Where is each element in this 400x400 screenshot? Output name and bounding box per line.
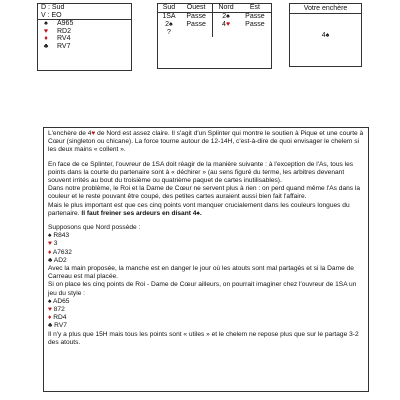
suit-icon: ♣ (43, 42, 49, 50)
suit-icon: ♥ (43, 27, 49, 35)
hand-line (48, 306, 364, 314)
bidding-cell: 4♥ (222, 21, 231, 28)
hand-cards: 3 (53, 240, 58, 248)
suit-cards: RV4 (57, 35, 71, 42)
suit-icon: ♠ (44, 20, 48, 27)
bidding-header: Ouest (180, 4, 213, 13)
answer-title: Votre enchère (290, 4, 361, 14)
dealer-label: D : Sud (41, 4, 65, 11)
bidding-row (158, 13, 271, 22)
suit-icon: ♦ (48, 248, 53, 256)
bidding-cell (213, 29, 239, 37)
suit-cards: RD2 (57, 27, 72, 35)
hand-cards: AD2 (53, 256, 67, 264)
suit-icon: ♦ (48, 314, 54, 322)
answer-box (289, 3, 362, 67)
suit-icon: ♥ (48, 240, 54, 248)
bidding-cell: Passe (180, 21, 213, 29)
hand-line (48, 249, 364, 257)
hand-cards: 872 (53, 306, 65, 314)
answer-bid: 4♠ (321, 32, 330, 39)
commentary-p2: En face de ce Splinter, l'ouvreur de 1SA doit réagir de la manière suivante : à l'exception de l'As, tous les points dans la courte du partenaire sont à « déchirer » (au sens figuré du terme, les arbitres devenant souvent irrités au bout du troisième ou quatrième paquet de cartes inutilisables). (48, 160, 354, 185)
bidding-cell: ? (166, 29, 171, 36)
hand-line (48, 322, 364, 330)
bidding-cell: Passe (245, 21, 265, 28)
suit-icon: ♣ (48, 256, 54, 264)
suit-icon: ♠ (48, 232, 54, 240)
bidding-header: Sud (158, 4, 180, 13)
suit-row (38, 35, 131, 43)
commentary-p6: Avec la main proposée, la manche est en danger le jour où les atouts sont mal partagés et si la Dame de Carreau est mal placée. (48, 265, 354, 281)
hand-cards: RD4 (53, 314, 67, 322)
north-hand (48, 232, 364, 265)
hand-line (48, 257, 364, 265)
suit-cards: RV7 (57, 42, 71, 50)
commentary-p5: Supposons que Nord possède : (48, 224, 141, 232)
suit-row (38, 20, 131, 28)
bidding-cell: Passe (180, 13, 213, 22)
commentary-p1: L'enchère de 4♥ de Nord est assez claire. Il s'agit d'un Splinter qui montre le soutien à Pique et une courte à Cœur (singleton ou chicane). La force tourne autour de 12-14H, c'est-à-dire de quoi envisager le chelem si les deux mains « collent ». (48, 130, 364, 154)
hand-diagram (37, 3, 132, 71)
hand-line (48, 298, 364, 306)
bidding-row (158, 29, 271, 37)
suit-icon: ♥ (48, 306, 54, 314)
bidding-header: Nord (213, 4, 239, 13)
bidding-cell: Passe (245, 13, 265, 20)
hand-cards: R843 (53, 232, 70, 240)
hand-line (48, 232, 364, 240)
hand-cards: RV7 (54, 322, 67, 330)
bidding-cell: 2♠ (222, 13, 230, 20)
suit-icon: ♠ (48, 297, 53, 305)
suit-cards: A965 (57, 20, 74, 27)
suit-icon: ♦ (44, 35, 48, 42)
vulnerability-label: V : EO (38, 12, 131, 21)
bidding-cell (180, 29, 213, 37)
hand-cards: AD65 (52, 297, 70, 305)
bidding-cell (239, 29, 271, 37)
commentary-p7: Si on place les cinq points de Roi - Dame de Cœur ailleurs, on pourrait imaginer chez l'ouvreur de 1SA un jeu du style : (48, 281, 357, 297)
bidding-row (158, 21, 271, 29)
commentary-p4: Mais le plus important est que ces cinq points vont manquer crucialement dans les couleurs longues du partenaire. Il faut freiner ses ardeurs en disant 4♠. (48, 201, 350, 217)
bidding-cell: 2♠ (165, 21, 173, 28)
suit-icon: ♣ (48, 322, 55, 330)
bidding-table (157, 3, 272, 69)
hand-line (48, 314, 364, 322)
commentary-p3: Dans notre problème, le Roi et la Dame de Cœur ne servent plus à rien : on perd quand même l'As dans la couleur et le reste pouvant être coupé, des petites cartes auraient aussi bien fait l'affaire. (48, 185, 361, 201)
bidding-header: Est (239, 4, 271, 13)
bidding-cell: 1SA (162, 13, 176, 20)
suit-row (38, 43, 131, 51)
suit-row (38, 28, 131, 36)
hand-line (48, 240, 364, 248)
hand-cards: A7632 (52, 248, 72, 256)
alt-hand (48, 298, 364, 331)
commentary-panel (43, 127, 369, 392)
commentary-p8: Il n'y a plus que 15H mais tous les points sont « utiles » et le chelem ne repose plus que sur le partage 3-2 des atouts. (48, 330, 359, 346)
